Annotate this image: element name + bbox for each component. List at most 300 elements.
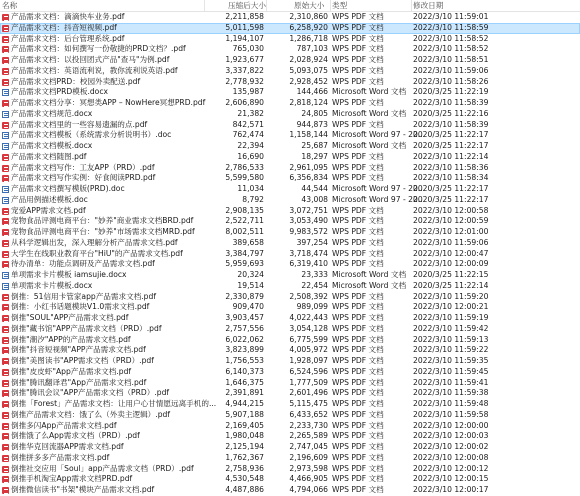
file-row[interactable] bbox=[0, 12, 580, 23]
pdf-file-icon bbox=[2, 175, 9, 182]
column-divider[interactable] bbox=[204, 0, 205, 11]
word-file-icon bbox=[2, 283, 9, 290]
compressed-size: 842,571 bbox=[232, 119, 264, 129]
modified-date: 2022/3/10 11:59:06 bbox=[413, 237, 489, 247]
modified-date: 2022/3/10 11:59:42 bbox=[413, 323, 489, 333]
pdf-file-icon bbox=[2, 444, 9, 451]
original-size: 2,028,924 bbox=[289, 55, 328, 64]
compressed-size: 16,690 bbox=[237, 151, 264, 161]
original-size: 2,508,392 bbox=[289, 291, 328, 301]
modified-date: 2022/3/10 11:59:41 bbox=[413, 377, 489, 387]
compressed-size: 1,756,553 bbox=[225, 356, 264, 365]
file-row[interactable] bbox=[0, 281, 580, 292]
modified-date: 2022/3/10 11:58:59 bbox=[413, 22, 489, 32]
column-divider[interactable] bbox=[266, 0, 267, 11]
compressed-size: 21,382 bbox=[237, 108, 264, 118]
file-row[interactable] bbox=[0, 474, 580, 485]
file-row[interactable] bbox=[0, 44, 580, 55]
file-type: Microsoft Word 97 - 20... bbox=[332, 184, 426, 193]
column-header-compressed-size[interactable]: 压缩后大小 bbox=[228, 1, 266, 10]
file-name: 倒推"潮汐"APP的产品需求文档.pdf bbox=[11, 334, 131, 344]
file-type: WPS PDF 文档 bbox=[332, 12, 384, 21]
modified-date: 2022/3/10 11:58:39 bbox=[413, 98, 489, 107]
compressed-size: 2,211,858 bbox=[225, 12, 264, 21]
file-type: WPS PDF 文档 bbox=[332, 313, 384, 322]
file-type: WPS PDF 文档 bbox=[332, 98, 384, 107]
file-type: WPS PDF 文档 bbox=[332, 44, 384, 54]
modified-date: 2020/3/25 11:22:17 bbox=[413, 141, 489, 150]
file-name: 产品需求文档写作：工友APP（PRD）.pdf bbox=[11, 162, 155, 172]
word-file-icon bbox=[2, 143, 9, 150]
original-size: 2,265,589 bbox=[289, 431, 328, 441]
file-name: 产品需求文档撰写模版(PRD).doc bbox=[11, 184, 125, 193]
pdf-file-icon bbox=[2, 358, 9, 365]
pdf-file-icon bbox=[2, 326, 9, 333]
modified-date: 2022/3/10 11:59:35 bbox=[413, 356, 489, 365]
file-row[interactable] bbox=[0, 410, 580, 421]
modified-date: 2022/3/10 11:59:01 bbox=[413, 12, 489, 21]
file-row[interactable] bbox=[0, 206, 580, 217]
file-name: 倒推饿了么App需求文档（PRD）.pdf bbox=[11, 431, 140, 441]
file-type: WPS PDF 文档 bbox=[332, 323, 384, 333]
compressed-size: 2,522,711 bbox=[225, 216, 264, 226]
file-row[interactable] bbox=[0, 313, 580, 324]
file-name: 倒推社交应用「Soul」app产品需求文档（PRD）.pdf bbox=[11, 463, 194, 473]
file-row[interactable] bbox=[0, 195, 580, 206]
compressed-size: 11,034 bbox=[237, 184, 264, 193]
compressed-size: 2,169,405 bbox=[225, 420, 264, 430]
modified-date: 2022/3/10 12:00:17 bbox=[413, 485, 489, 494]
file-name: 宠爱APP需求文档.pdf bbox=[11, 205, 86, 215]
file-type: Microsoft Word 文档 bbox=[332, 108, 407, 118]
original-size: 2,601,496 bbox=[289, 388, 328, 398]
pdf-file-icon bbox=[2, 369, 9, 376]
modified-date: 2022/3/10 11:59:20 bbox=[413, 291, 489, 301]
pdf-file-icon bbox=[2, 36, 9, 43]
pdf-file-icon bbox=[2, 218, 9, 225]
file-row[interactable] bbox=[0, 120, 580, 131]
file-row[interactable] bbox=[0, 270, 580, 281]
compressed-size: 2,125,194 bbox=[225, 442, 264, 451]
file-name: 产品需求文档分享：冥想类APP – NowHere冥想PRD.pdf bbox=[11, 98, 206, 107]
original-size: 2,310,860 bbox=[289, 12, 328, 21]
compressed-size: 8,002,511 bbox=[225, 227, 264, 236]
file-row[interactable] bbox=[0, 109, 580, 120]
original-size: 9,983,572 bbox=[289, 227, 328, 236]
compressed-size: 909,470 bbox=[232, 302, 264, 312]
modified-date: 2022/3/10 12:00:21 bbox=[413, 302, 489, 312]
compressed-size: 1,646,375 bbox=[225, 377, 264, 387]
modified-date: 2020/3/25 11:22:17 bbox=[413, 184, 489, 193]
file-name: 倒推拼多多产品需求文档.pdf bbox=[11, 452, 110, 462]
pdf-file-icon bbox=[2, 251, 9, 258]
original-size: 1,928,097 bbox=[289, 356, 328, 365]
file-row[interactable] bbox=[0, 163, 580, 174]
compressed-size: 2,778,932 bbox=[225, 76, 264, 86]
file-name: 产品需求文档：后台管理系统.pdf bbox=[11, 33, 125, 43]
pdf-file-icon bbox=[2, 476, 9, 483]
original-size: 1,158,144 bbox=[289, 130, 328, 140]
pdf-file-icon bbox=[2, 455, 9, 462]
modified-date: 2022/3/10 11:59:19 bbox=[413, 313, 489, 322]
file-row[interactable] bbox=[0, 216, 580, 227]
file-type: WPS PDF 文档 bbox=[332, 334, 384, 344]
compressed-size: 3,903,457 bbox=[225, 313, 264, 322]
file-name: 产品需求文档：抖音短视频.pdf bbox=[11, 22, 117, 32]
compressed-size: 2,391,891 bbox=[225, 388, 264, 398]
original-size: 2,233,730 bbox=[289, 420, 328, 430]
original-size: 4,466,905 bbox=[289, 474, 328, 484]
modified-date: 2022/3/10 11:58:26 bbox=[413, 76, 489, 86]
pdf-file-icon bbox=[2, 487, 9, 494]
compressed-size: 1,923,677 bbox=[225, 55, 264, 64]
file-type: WPS PDF 文档 bbox=[332, 205, 384, 215]
pdf-file-icon bbox=[2, 304, 9, 311]
file-type: WPS PDF 文档 bbox=[332, 119, 384, 129]
file-row[interactable] bbox=[0, 34, 580, 45]
word-file-icon bbox=[2, 272, 9, 279]
file-name: 单项需求卡片模板.docx bbox=[11, 280, 93, 290]
compressed-size: 3,823,899 bbox=[225, 345, 264, 355]
column-header-modified-date[interactable]: 修改日期 bbox=[413, 1, 444, 10]
original-size: 43,008 bbox=[301, 194, 328, 204]
file-name: 产品需求文档：如何撰写一份敬捷的PRD文档？.pdf bbox=[11, 44, 186, 54]
file-type: WPS PDF 文档 bbox=[332, 452, 384, 462]
modified-date: 2022/3/10 11:58:51 bbox=[413, 55, 489, 64]
original-size: 25,687 bbox=[301, 141, 328, 150]
original-size: 6,775,599 bbox=[289, 334, 328, 344]
original-size: 18,297 bbox=[301, 151, 328, 161]
file-row[interactable] bbox=[0, 141, 580, 152]
file-type: WPS PDF 文档 bbox=[332, 420, 384, 430]
pdf-file-icon bbox=[2, 412, 9, 419]
original-size: 3,072,751 bbox=[289, 205, 328, 215]
file-type: WPS PDF 文档 bbox=[332, 33, 384, 43]
compressed-size: 4,530,548 bbox=[225, 474, 264, 484]
compressed-size: 4,944,215 bbox=[225, 399, 264, 408]
file-name: 产品需求文档模板.docx bbox=[11, 141, 93, 150]
file-type: Microsoft Word 文档 bbox=[332, 280, 407, 290]
file-type: Microsoft Word 文档 bbox=[332, 87, 407, 97]
word-file-icon bbox=[2, 132, 9, 139]
compressed-size: 389,658 bbox=[232, 237, 264, 247]
compressed-size: 1,762,367 bbox=[225, 452, 264, 462]
column-header-original-size[interactable]: 原始大小 bbox=[294, 1, 325, 10]
file-type: WPS PDF 文档 bbox=[332, 237, 384, 247]
file-row[interactable] bbox=[0, 421, 580, 432]
original-size: 3,718,474 bbox=[289, 248, 328, 258]
modified-date: 2022/3/10 11:58:34 bbox=[413, 173, 489, 183]
modified-date: 2022/3/10 11:59:06 bbox=[413, 65, 489, 75]
compressed-size: 22,394 bbox=[237, 141, 264, 150]
column-header bbox=[0, 0, 580, 12]
file-row[interactable] bbox=[0, 388, 580, 399]
file-row[interactable] bbox=[0, 55, 580, 66]
file-type: Microsoft Word 97 - 20... bbox=[332, 194, 426, 204]
file-row[interactable] bbox=[0, 173, 580, 184]
modified-date: 2022/3/10 12:00:59 bbox=[413, 216, 489, 226]
original-size: 1,777,509 bbox=[289, 377, 328, 387]
file-row[interactable] bbox=[0, 378, 580, 389]
file-type: WPS PDF 文档 bbox=[332, 474, 384, 484]
compressed-size: 1,980,048 bbox=[225, 431, 264, 441]
compressed-size: 5,959,693 bbox=[225, 259, 264, 269]
original-size: 6,433,652 bbox=[289, 409, 328, 419]
file-type: WPS PDF 文档 bbox=[332, 377, 384, 387]
original-size: 44,544 bbox=[301, 184, 328, 193]
file-row[interactable] bbox=[0, 238, 580, 249]
file-type: Microsoft Word 97 - 20... bbox=[332, 130, 426, 140]
modified-date: 2022/3/10 12:00:02 bbox=[413, 442, 489, 451]
file-name: 倒推：小红书话题模块V1.0需求文档.pdf bbox=[11, 302, 150, 312]
pdf-file-icon bbox=[2, 154, 9, 161]
modified-date: 2022/3/10 11:59:48 bbox=[413, 399, 489, 408]
file-type: WPS PDF 文档 bbox=[332, 151, 384, 161]
file-type: Microsoft Word 文档 bbox=[332, 141, 407, 150]
modified-date: 2022/3/10 12:00:03 bbox=[413, 431, 489, 441]
modified-date: 2020/3/25 11:22:19 bbox=[413, 87, 489, 97]
original-size: 4,005,972 bbox=[289, 345, 328, 355]
compressed-size: 2,786,533 bbox=[225, 162, 264, 172]
column-divider[interactable] bbox=[411, 0, 412, 11]
file-name: 宠物食品评测电商平台："妙养"商业需求文档BRD.pdf bbox=[11, 216, 194, 226]
file-type: WPS PDF 文档 bbox=[332, 345, 384, 355]
compressed-size: 1,194,107 bbox=[225, 33, 264, 43]
file-row[interactable] bbox=[0, 431, 580, 442]
modified-date: 2022/3/10 12:00:00 bbox=[413, 420, 489, 430]
pdf-file-icon bbox=[2, 79, 9, 86]
file-row[interactable] bbox=[0, 453, 580, 464]
file-name: 产品需求文档随图.pdf bbox=[11, 151, 87, 161]
word-file-icon bbox=[2, 197, 9, 204]
original-size: 6,319,410 bbox=[289, 259, 328, 269]
modified-date: 2022/3/10 11:59:13 bbox=[413, 334, 489, 344]
file-row[interactable] bbox=[0, 23, 580, 34]
column-header-type[interactable]: 类型 bbox=[332, 1, 348, 10]
file-row[interactable] bbox=[0, 227, 580, 238]
file-type: WPS PDF 文档 bbox=[332, 388, 384, 398]
pdf-file-icon bbox=[2, 401, 9, 408]
original-size: 944,873 bbox=[296, 119, 328, 129]
compressed-size: 2,908,135 bbox=[225, 205, 264, 215]
file-name: 倒推"藏书馆"APP产品需求文档（PRD）.pdf bbox=[11, 323, 162, 333]
compressed-size: 3,337,822 bbox=[225, 65, 264, 75]
file-name: 宠物食品评测电商平台："妙养"市场需求文档MRD.pdf bbox=[11, 227, 195, 236]
pdf-file-icon bbox=[2, 165, 9, 172]
compressed-size: 8,792 bbox=[242, 194, 264, 204]
file-name: 产品需求文档写作实例：好食阅读PRD.pdf bbox=[11, 173, 156, 183]
modified-date: 2022/3/10 11:22:14 bbox=[413, 151, 489, 161]
pdf-file-icon bbox=[2, 68, 9, 75]
file-row[interactable] bbox=[0, 367, 580, 378]
word-file-icon bbox=[2, 111, 9, 118]
file-row[interactable] bbox=[0, 345, 580, 356]
compressed-size: 5,011,598 bbox=[225, 22, 264, 32]
file-row[interactable] bbox=[0, 442, 580, 453]
pdf-file-icon bbox=[2, 433, 9, 440]
file-row[interactable] bbox=[0, 98, 580, 109]
file-row[interactable] bbox=[0, 87, 580, 98]
file-name: 倒推微信读书"书架"模块产品需求文档.pdf bbox=[11, 485, 155, 494]
compressed-size: 2,757,556 bbox=[225, 323, 264, 333]
file-name: 产品用例描述模板.doc bbox=[11, 194, 88, 204]
compressed-size: 6,022,062 bbox=[225, 334, 264, 344]
file-name: 产品需求文档PRD模板.docx bbox=[11, 87, 109, 97]
compressed-size: 19,514 bbox=[237, 280, 264, 290]
original-size: 3,054,128 bbox=[289, 323, 328, 333]
modified-date: 2022/3/10 11:59:45 bbox=[413, 366, 489, 376]
modified-date: 2020/3/25 11:22:16 bbox=[413, 108, 489, 118]
original-size: 6,524,596 bbox=[289, 366, 328, 376]
modified-date: 2022/3/10 12:01:00 bbox=[413, 227, 489, 236]
modified-date: 2022/3/10 12:00:15 bbox=[413, 474, 489, 484]
file-name: 倒推"腾讯会议"APP产品需求文档（PRD）.pdf bbox=[11, 388, 170, 398]
original-size: 6,258,920 bbox=[289, 22, 328, 32]
original-size: 6,356,834 bbox=[289, 173, 328, 183]
file-type: WPS PDF 文档 bbox=[332, 356, 384, 365]
file-name: 产品需求文档PRD：校园外卖配送.pdf bbox=[11, 76, 141, 86]
file-name: 倒推"SOUL"APP产品需求文档.pdf bbox=[11, 313, 129, 322]
pdf-file-icon bbox=[2, 466, 9, 473]
file-type: WPS PDF 文档 bbox=[332, 22, 384, 32]
file-row[interactable] bbox=[0, 399, 580, 410]
file-name: 倒推：51信用卡管家app产品需求文档.pdf bbox=[11, 291, 156, 301]
file-row[interactable] bbox=[0, 464, 580, 475]
original-size: 5,093,075 bbox=[289, 65, 328, 75]
original-size: 2,961,095 bbox=[289, 162, 328, 172]
compressed-size: 6,140,373 bbox=[225, 366, 264, 376]
pdf-file-icon bbox=[2, 46, 9, 53]
pdf-file-icon bbox=[2, 25, 9, 32]
original-size: 2,928,452 bbox=[289, 76, 328, 86]
file-name: 产品需求文档规范.docx bbox=[11, 108, 93, 118]
file-row[interactable] bbox=[0, 184, 580, 195]
word-file-icon bbox=[2, 186, 9, 193]
file-name: 产品需求文档里的一些容易遗漏的点.pdf bbox=[11, 119, 148, 129]
modified-date: 2022/3/10 11:58:36 bbox=[413, 162, 489, 172]
file-row[interactable] bbox=[0, 130, 580, 141]
modified-date: 2022/3/10 11:58:39 bbox=[413, 119, 489, 129]
modified-date: 2022/3/10 11:58:52 bbox=[413, 44, 489, 54]
modified-date: 2022/3/10 11:59:38 bbox=[413, 388, 489, 398]
file-row[interactable] bbox=[0, 335, 580, 346]
compressed-size: 135,987 bbox=[232, 87, 264, 97]
modified-date: 2020/3/25 11:22:14 bbox=[413, 280, 489, 290]
file-name: 倒推华克回流器APP需求文档.pdf bbox=[11, 442, 124, 451]
compressed-size: 3,384,797 bbox=[225, 248, 264, 258]
original-size: 4,794,066 bbox=[289, 485, 328, 494]
pdf-file-icon bbox=[2, 57, 9, 64]
file-type: WPS PDF 文档 bbox=[332, 463, 384, 473]
file-type: WPS PDF 文档 bbox=[332, 55, 384, 64]
file-row[interactable] bbox=[0, 77, 580, 88]
original-size: 24,805 bbox=[301, 108, 328, 118]
original-size: 5,115,475 bbox=[289, 399, 328, 408]
modified-date: 2022/3/10 12:00:08 bbox=[413, 452, 489, 462]
file-row[interactable] bbox=[0, 324, 580, 335]
modified-date: 2022/3/10 12:00:47 bbox=[413, 248, 489, 258]
pdf-file-icon bbox=[2, 294, 9, 301]
pdf-file-icon bbox=[2, 380, 9, 387]
file-type: WPS PDF 文档 bbox=[332, 442, 384, 451]
modified-date: 2022/3/10 12:00:58 bbox=[413, 205, 489, 215]
compressed-size: 4,487,886 bbox=[225, 485, 264, 494]
original-size: 989,099 bbox=[296, 302, 328, 312]
file-row[interactable] bbox=[0, 485, 580, 496]
original-size: 787,103 bbox=[296, 44, 328, 54]
original-size: 2,973,598 bbox=[289, 463, 328, 473]
file-type: WPS PDF 文档 bbox=[332, 431, 384, 441]
file-name: 倒推手机淘宝App需求文档PRD.pdf bbox=[11, 474, 133, 484]
compressed-size: 2,606,890 bbox=[225, 98, 264, 107]
column-divider[interactable] bbox=[330, 0, 331, 11]
original-size: 2,818,124 bbox=[289, 98, 328, 107]
file-name: 产品需求文档模板（系统需求分析说明书）.doc bbox=[11, 130, 172, 140]
file-type: WPS PDF 文档 bbox=[332, 259, 384, 269]
modified-date: 2020/3/25 11:22:15 bbox=[413, 270, 489, 279]
original-size: 4,022,443 bbox=[289, 313, 328, 322]
original-size: 3,053,490 bbox=[289, 216, 328, 226]
compressed-size: 20,324 bbox=[237, 270, 264, 279]
original-size: 23,333 bbox=[301, 270, 328, 279]
file-row[interactable] bbox=[0, 292, 580, 303]
file-name: 大学生在线职业教育平台"HiU"的产品需求文档.pdf bbox=[11, 248, 183, 258]
compressed-size: 765,030 bbox=[232, 44, 264, 54]
file-type: WPS PDF 文档 bbox=[332, 173, 384, 183]
file-row[interactable] bbox=[0, 66, 580, 77]
file-name: 待办清单：功能点调研及产品需求文档.pdf bbox=[11, 259, 155, 269]
file-name: 倒推「Forest」产品需求文档：让用户心甘情愿远离手机的... bbox=[11, 399, 217, 408]
file-row[interactable] bbox=[0, 356, 580, 367]
file-name: 倒推"腾讯翻译君"App产品需求文档.pdf bbox=[11, 377, 147, 387]
file-name: 倒推"皮皮虾"App产品需求文档.pdf bbox=[11, 366, 132, 376]
file-type: WPS PDF 文档 bbox=[332, 216, 384, 226]
file-name: 从科学逻辑出发，深入理解分析产品需求文档.pdf bbox=[11, 237, 178, 247]
original-size: 144,466 bbox=[296, 87, 328, 97]
compressed-size: 762,474 bbox=[232, 130, 264, 140]
file-row[interactable] bbox=[0, 152, 580, 163]
file-type: WPS PDF 文档 bbox=[332, 302, 384, 312]
file-type: WPS PDF 文档 bbox=[332, 248, 384, 258]
file-type: WPS PDF 文档 bbox=[332, 65, 384, 75]
original-size: 1,286,718 bbox=[289, 33, 328, 43]
file-type: WPS PDF 文档 bbox=[332, 227, 384, 236]
file-row[interactable] bbox=[0, 302, 580, 313]
file-name: 倒推"抖音短视频"APP产品需求文档.pdf bbox=[11, 345, 146, 355]
file-name: 产品需求文档：以投回团式产品"查马"为例.pdf bbox=[11, 55, 170, 64]
modified-date: 2022/3/10 11:58:52 bbox=[413, 33, 489, 43]
modified-date: 2020/3/25 11:22:17 bbox=[413, 194, 489, 204]
file-name: 倒推"美图读书"APP需求文档（PRD）.pdf bbox=[11, 356, 154, 365]
file-list bbox=[0, 12, 580, 496]
compressed-size: 5,599,580 bbox=[225, 173, 264, 183]
compressed-size: 2,330,879 bbox=[225, 291, 264, 301]
file-type: WPS PDF 文档 bbox=[332, 366, 384, 376]
modified-date: 2022/3/10 12:00:09 bbox=[413, 259, 489, 269]
pdf-file-icon bbox=[2, 229, 9, 236]
column-header-name[interactable]: 名称 bbox=[2, 1, 18, 10]
file-name: 产品需求文档：滴滴快车业务.pdf bbox=[11, 12, 125, 21]
compressed-size: 5,907,188 bbox=[225, 409, 264, 419]
pdf-file-icon bbox=[2, 337, 9, 344]
file-type: WPS PDF 文档 bbox=[332, 162, 384, 172]
original-size: 2,196,609 bbox=[289, 452, 328, 462]
original-size: 2,747,045 bbox=[289, 442, 328, 451]
file-name: 倒推产品需求文档：饿了么（外卖主逻辑）.pdf bbox=[11, 409, 171, 419]
file-row[interactable] bbox=[0, 249, 580, 260]
pdf-file-icon bbox=[2, 122, 9, 129]
file-row[interactable] bbox=[0, 259, 580, 270]
